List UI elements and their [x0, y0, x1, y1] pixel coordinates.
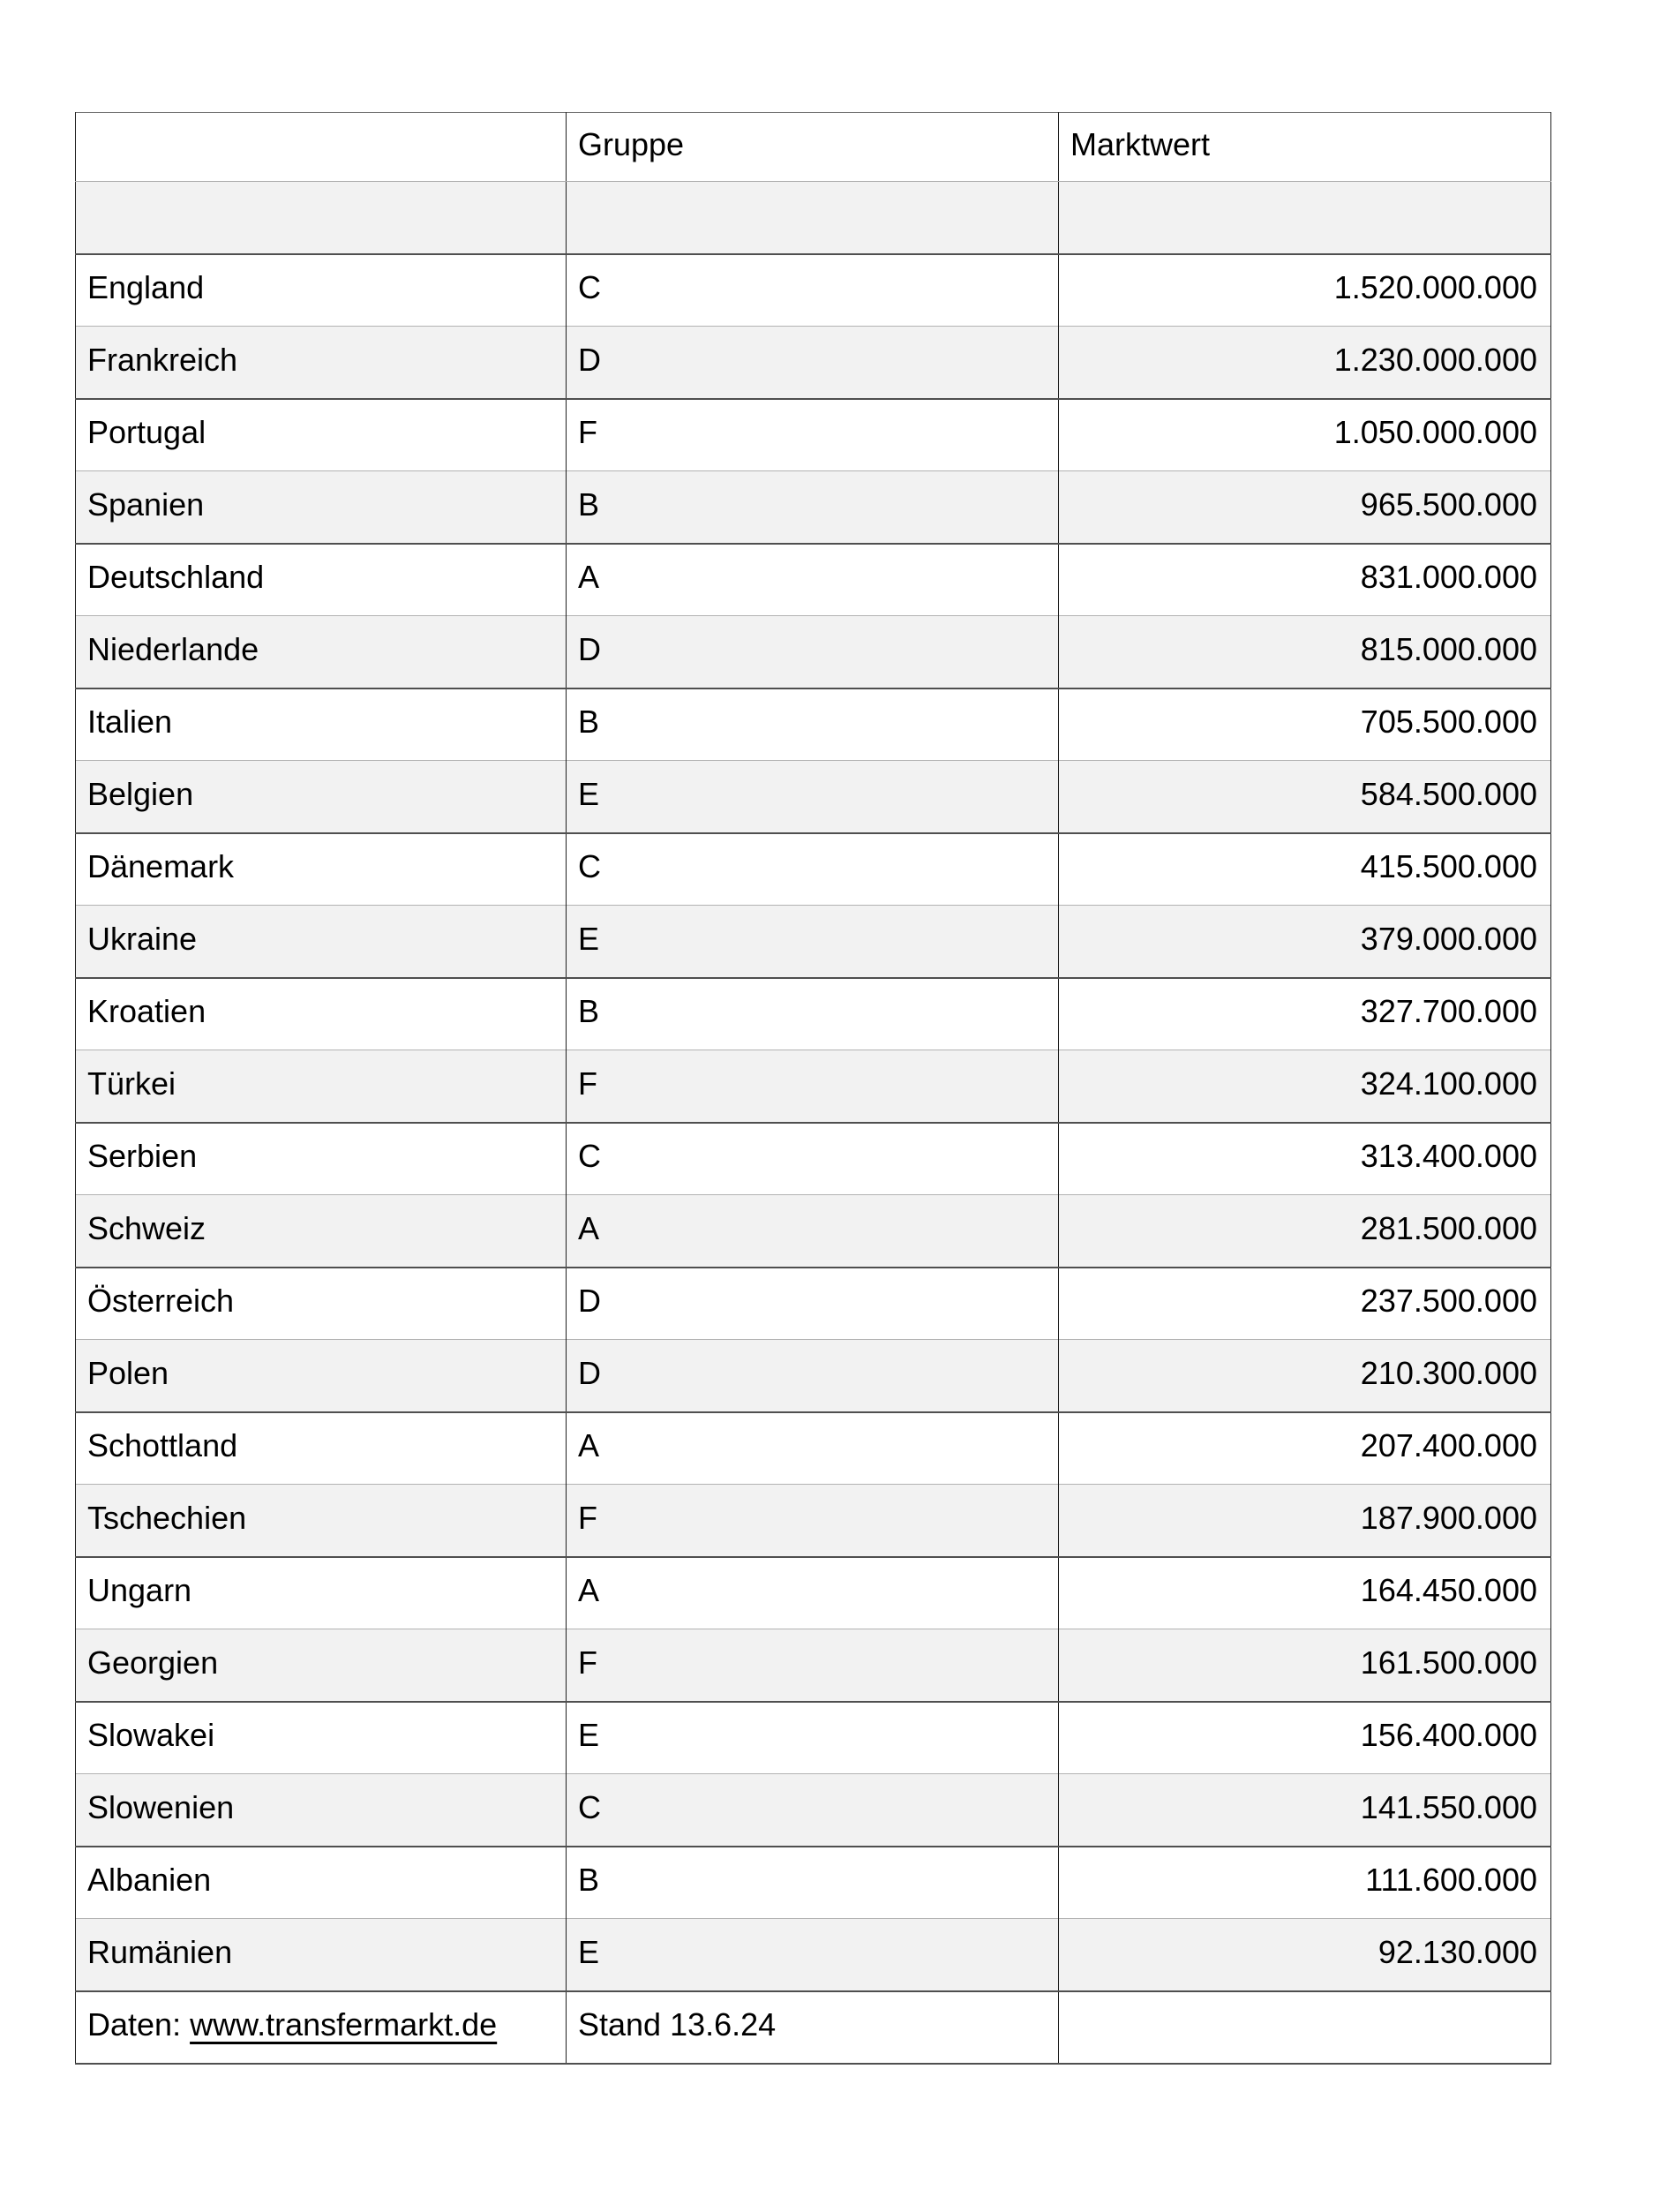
- table-row: [76, 761, 1551, 833]
- group-cell: E: [567, 1919, 1059, 1991]
- table-row: [76, 1050, 1551, 1123]
- country-cell: Niederlande: [76, 616, 567, 688]
- country-cell: Polen: [76, 1340, 567, 1412]
- table-row: [76, 1702, 1551, 1774]
- spacer-cell: [567, 182, 1059, 254]
- group-cell: C: [567, 1774, 1059, 1847]
- group-cell: F: [567, 1629, 1059, 1702]
- value-cell: 207.400.000: [1059, 1412, 1551, 1485]
- country-cell: Spanien: [76, 471, 567, 544]
- table-row: [76, 1195, 1551, 1268]
- group-cell: A: [567, 1195, 1059, 1268]
- country-cell: Schweiz: [76, 1195, 567, 1268]
- country-cell: Belgien: [76, 761, 567, 833]
- table-row: [76, 1919, 1551, 1991]
- country-cell: Kroatien: [76, 978, 567, 1050]
- group-cell: B: [567, 978, 1059, 1050]
- table-row: [76, 833, 1551, 906]
- country-cell: Dänemark: [76, 833, 567, 906]
- value-cell: 156.400.000: [1059, 1702, 1551, 1774]
- country-cell: England: [76, 254, 567, 327]
- value-cell: 415.500.000: [1059, 833, 1551, 906]
- country-cell: Slowakei: [76, 1702, 567, 1774]
- value-cell: 1.520.000.000: [1059, 254, 1551, 327]
- source-label: Daten:: [87, 2005, 191, 2043]
- value-cell: 327.700.000: [1059, 978, 1551, 1050]
- table-row: [76, 906, 1551, 978]
- table-row: [76, 1123, 1551, 1195]
- value-cell: 379.000.000: [1059, 906, 1551, 978]
- value-cell: 281.500.000: [1059, 1195, 1551, 1268]
- value-cell: 237.500.000: [1059, 1268, 1551, 1340]
- table-row: [76, 1774, 1551, 1847]
- group-cell: C: [567, 254, 1059, 327]
- value-cell: 815.000.000: [1059, 616, 1551, 688]
- table-row: [76, 1629, 1551, 1702]
- country-cell: Deutschland: [76, 544, 567, 616]
- value-cell: 1.230.000.000: [1059, 327, 1551, 399]
- group-cell: A: [567, 1412, 1059, 1485]
- spacer-cell: [1059, 182, 1551, 254]
- value-cell: 831.000.000: [1059, 544, 1551, 616]
- table-row: [76, 399, 1551, 471]
- group-cell: D: [567, 1268, 1059, 1340]
- value-cell: 705.500.000: [1059, 688, 1551, 761]
- group-cell: D: [567, 616, 1059, 688]
- country-cell: Georgien: [76, 1629, 567, 1702]
- country-cell: Tschechien: [76, 1485, 567, 1557]
- group-cell: F: [567, 1485, 1059, 1557]
- group-cell: B: [567, 1847, 1059, 1919]
- value-cell: 965.500.000: [1059, 471, 1551, 544]
- value-cell: 1.050.000.000: [1059, 399, 1551, 471]
- value-cell: 111.600.000: [1059, 1847, 1551, 1919]
- group-cell: E: [567, 1702, 1059, 1774]
- group-cell: B: [567, 688, 1059, 761]
- group-cell: A: [567, 544, 1059, 616]
- table-row: [76, 688, 1551, 761]
- header-gruppe: Gruppe: [567, 113, 1059, 182]
- value-cell: 210.300.000: [1059, 1340, 1551, 1412]
- group-cell: F: [567, 399, 1059, 471]
- country-cell: Slowenien: [76, 1774, 567, 1847]
- table-row: [76, 1847, 1551, 1919]
- group-cell: D: [567, 327, 1059, 399]
- country-cell: Österreich: [76, 1268, 567, 1340]
- table-row: [76, 1268, 1551, 1340]
- table-row: [76, 254, 1551, 327]
- group-cell: B: [567, 471, 1059, 544]
- stand-cell: Stand 13.6.24: [567, 1991, 1059, 2064]
- table-row: [76, 978, 1551, 1050]
- value-cell: 141.550.000: [1059, 1774, 1551, 1847]
- spacer-row: [76, 182, 1551, 254]
- country-cell: Italien: [76, 688, 567, 761]
- spacer-cell: [76, 182, 567, 254]
- table-row: [76, 544, 1551, 616]
- country-cell: Ungarn: [76, 1557, 567, 1629]
- table-row: [76, 327, 1551, 399]
- value-cell: 92.130.000: [1059, 1919, 1551, 1991]
- table-row: [76, 616, 1551, 688]
- country-cell: Rumänien: [76, 1919, 567, 1991]
- source-cell: [76, 1991, 567, 2064]
- header-row: [76, 113, 1551, 182]
- group-cell: E: [567, 906, 1059, 978]
- group-cell: C: [567, 833, 1059, 906]
- empty-footer-cell: [1059, 1991, 1551, 2064]
- group-cell: C: [567, 1123, 1059, 1195]
- marktwert-table: [75, 112, 1551, 2065]
- country-cell: Ukraine: [76, 906, 567, 978]
- group-cell: E: [567, 761, 1059, 833]
- header-country: [76, 113, 567, 182]
- table-row: [76, 1340, 1551, 1412]
- value-cell: 164.450.000: [1059, 1557, 1551, 1629]
- table-row: [76, 1557, 1551, 1629]
- value-cell: 161.500.000: [1059, 1629, 1551, 1702]
- country-cell: Albanien: [76, 1847, 567, 1919]
- table-row: [76, 471, 1551, 544]
- group-cell: F: [567, 1050, 1059, 1123]
- footer-row: [76, 1991, 1551, 2064]
- country-cell: Frankreich: [76, 327, 567, 399]
- value-cell: 584.500.000: [1059, 761, 1551, 833]
- group-cell: A: [567, 1557, 1059, 1629]
- table-row: [76, 1485, 1551, 1557]
- header-marktwert: Marktwert: [1059, 113, 1551, 182]
- group-cell: D: [567, 1340, 1059, 1412]
- value-cell: 324.100.000: [1059, 1050, 1551, 1123]
- country-cell: Türkei: [76, 1050, 567, 1123]
- country-cell: Portugal: [76, 399, 567, 471]
- source-link[interactable]: www.transfermarkt.de: [190, 2005, 498, 2043]
- value-cell: 313.400.000: [1059, 1123, 1551, 1195]
- country-cell: Serbien: [76, 1123, 567, 1195]
- value-cell: 187.900.000: [1059, 1485, 1551, 1557]
- country-cell: Schottland: [76, 1412, 567, 1485]
- table-row: [76, 1412, 1551, 1485]
